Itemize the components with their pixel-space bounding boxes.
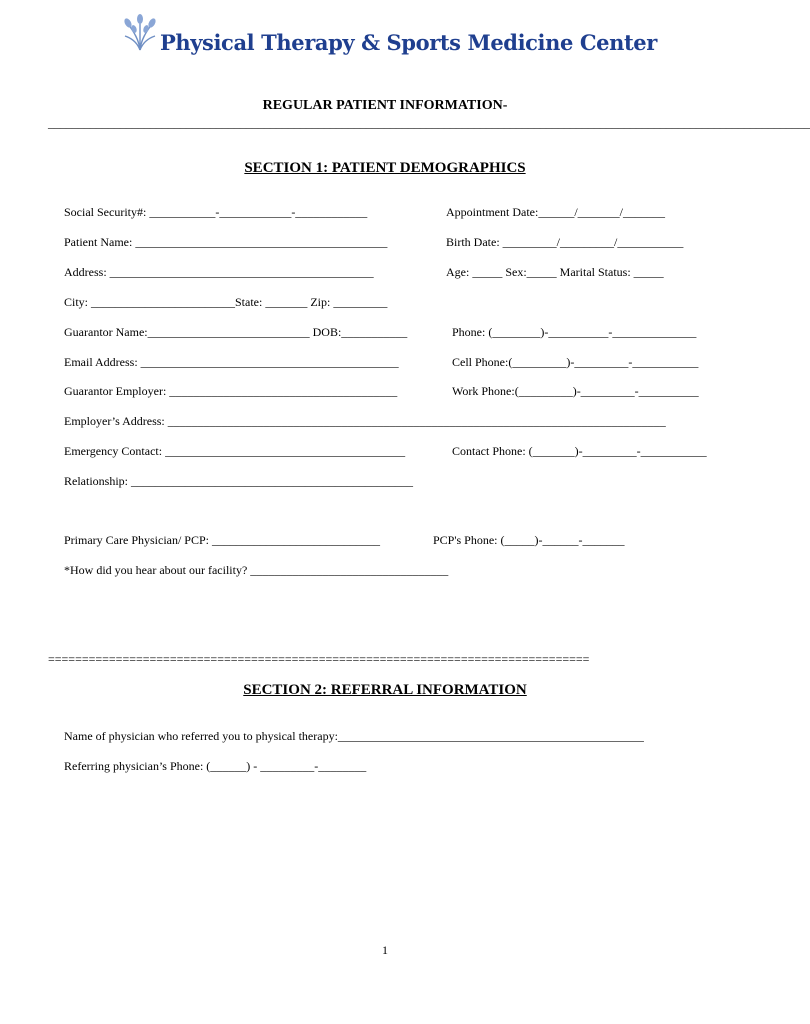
referring-phone-field[interactable]: Referring physician’s Phone: (______) - _________-________ xyxy=(64,759,367,773)
guarantor-name-dob-field[interactable]: Guarantor Name:___________________________ DOB:___________ xyxy=(64,325,408,339)
pcp-phone-field[interactable]: PCP's Phone: (_____)-______-_______ xyxy=(433,533,625,547)
section-1-heading: SECTION 1: PATIENT DEMOGRAPHICS xyxy=(244,160,526,176)
referral-source-field[interactable]: *How did you hear about our facility? _________________________________ xyxy=(64,563,449,577)
relationship-field[interactable]: Relationship: _______________________________________________ xyxy=(64,474,413,488)
title-rule: _______________________________________________________________________________________________________________________________ xyxy=(48,116,810,130)
document-title: REGULAR PATIENT INFORMATION- xyxy=(262,98,508,113)
phone-field[interactable]: Phone: (________)-__________-______________ xyxy=(452,325,697,339)
age-sex-marital-field[interactable]: Age: _____ Sex:_____ Marital Status: _____ xyxy=(446,265,664,279)
ssn-field[interactable]: Social Security#: ___________-____________-____________ xyxy=(64,205,368,219)
page-number: 1 xyxy=(382,943,388,957)
city-state-zip-field[interactable]: City: ________________________State: _______ Zip: _________ xyxy=(64,295,388,309)
section-divider: ================================================================================ xyxy=(48,652,590,666)
appointment-date-field[interactable]: Appointment Date:______/_______/_______ xyxy=(446,205,665,219)
cell-phone-field[interactable]: Cell Phone:(_________)-_________-___________ xyxy=(452,355,699,369)
patient-name-field[interactable]: Patient Name: __________________________________________ xyxy=(64,235,388,249)
birth-date-field[interactable]: Birth Date: _________/_________/___________ xyxy=(446,235,684,249)
referring-physician-field[interactable]: Name of physician who referred you to physical therapy:___________________________________________________ xyxy=(64,729,644,743)
section-2-heading: SECTION 2: REFERRAL INFORMATION xyxy=(243,682,527,698)
contact-phone-field[interactable]: Contact Phone: (_______)-_________-___________ xyxy=(452,444,707,458)
organization-name: Physical Therapy & Sports Medicine Center xyxy=(160,30,657,55)
wheat-sheaf-logo-icon xyxy=(122,14,158,52)
guarantor-employer-field[interactable]: Guarantor Employer: ______________________________________ xyxy=(64,384,398,398)
work-phone-field[interactable]: Work Phone:(_________)-_________-__________ xyxy=(452,384,699,398)
emergency-contact-field[interactable]: Emergency Contact: ________________________________________ xyxy=(64,444,406,458)
address-field[interactable]: Address: ____________________________________________ xyxy=(64,265,374,279)
pcp-field[interactable]: Primary Care Physician/ PCP: ____________________________ xyxy=(64,533,380,547)
email-field[interactable]: Email Address: ___________________________________________ xyxy=(64,355,399,369)
employer-address-field[interactable]: Employer’s Address: ___________________________________________________________________________________ xyxy=(64,414,666,428)
